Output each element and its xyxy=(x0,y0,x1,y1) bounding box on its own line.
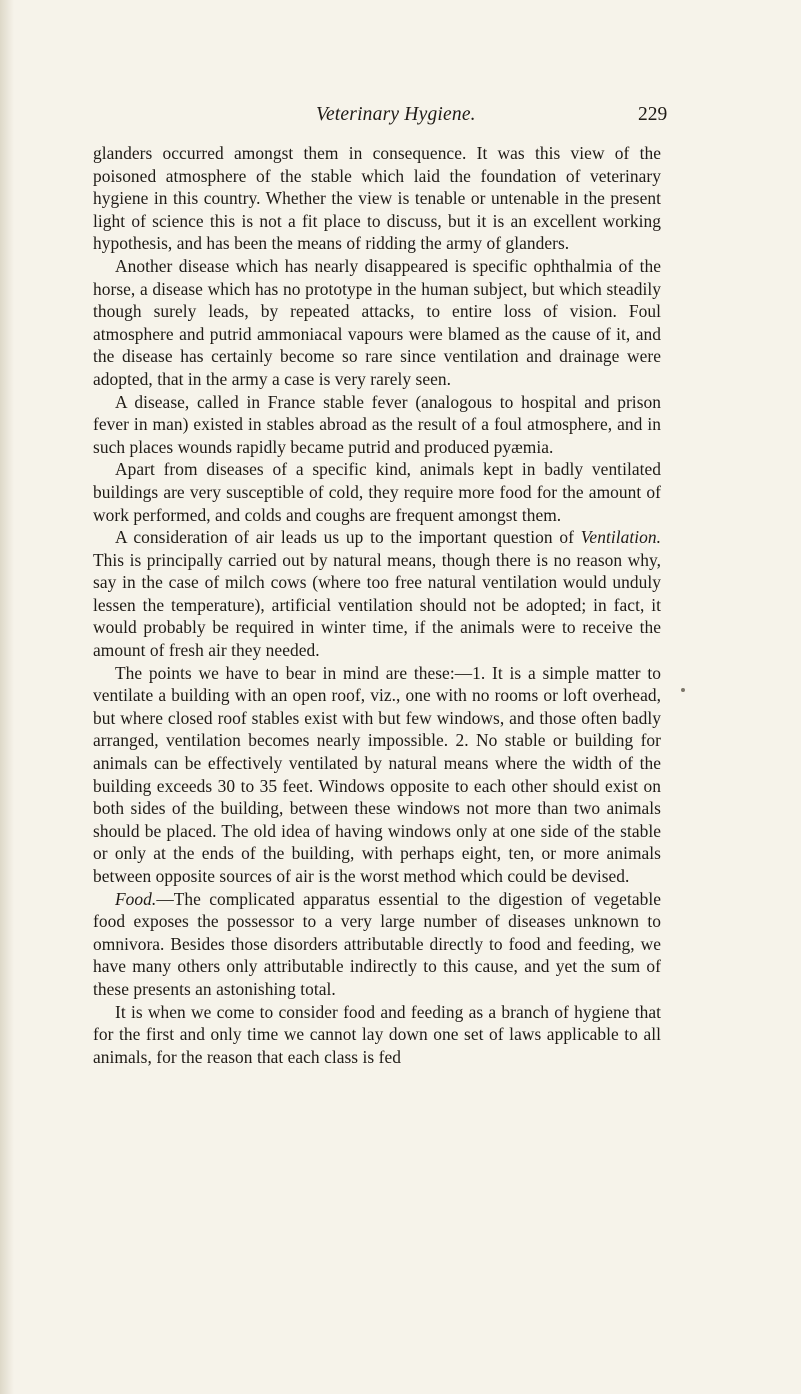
paragraph: It is when we come to consider food and feeding as a branch of hygiene that for the first and only time we cannot lay down one set of laws applicable to all animals, for the reason that each class is fed xyxy=(93,1001,661,1067)
margin-speck xyxy=(681,688,685,692)
ventilation-heading: Ventilation. xyxy=(580,527,661,548)
page-number: 229 xyxy=(638,104,668,125)
paragraph: Another disease which has nearly disappeared is specific ophthalmia of the horse, a disease which has no prototype in the human subject, but which steadily though surely leads, by repeated attacks, to entire loss of vision. Foul atmosphere and putrid ammoniacal vapours were blamed as the cause of it, and the disease has certainly become so rare since ventilation and drainage were adopted, that in the army a case is very rarely seen. xyxy=(93,255,661,389)
paragraph: glanders occurred amongst them in consequence. It was this view of the poisoned atmosphere of the stable which laid the foundation of veterinary hygiene in this country. Whether the view is tenable or untenable in the present light of science this is not a fit place to discuss, but it is an excellent working hypothesis, and has been the means of ridding the army of glanders. xyxy=(93,143,661,254)
food-heading: Food. xyxy=(115,888,157,909)
paragraph: The points we have to bear in mind are these:—1. It is a simple matter to ventilate a building with an open roof, viz., one with no rooms or loft overhead, but where closed roof stables exist with but few windows, and those often badly arranged, ventilation becomes nearly impossible. 2. No stable or building for animals can be effectively ventilated by natural means where the width of the building exceeds 30 to 35 feet. Windows opposite to each other should exist on both sides of the building, between these windows not more than two animals should be placed. The old idea of having windows only at one side of the stable or only at the ends of the building, with perhaps eight, ten, or more animals between opposite sources of air is the worst method which could be devised. xyxy=(93,662,661,886)
body-text xyxy=(93,142,661,1068)
paragraph: A disease, called in France stable fever (analogous to hospital and prison fever in man) existed in stables abroad as the result of a foul atmosphere, and in such places wounds rapidly became putrid and produced pyæmia. xyxy=(93,391,661,457)
paragraph-food: Food.—The complicated apparatus essential to the digestion of vegetable food exposes the possessor to a very large number of diseases unknown to omnivora. Besides those disorders attributable directly to food and feeding, we have many others only attributable indirectly to this cause, and yet the sum of these presents an astonishing total. xyxy=(93,888,661,999)
running-title: Veterinary Hygiene. xyxy=(316,104,476,125)
page-gutter-shadow xyxy=(0,0,14,1394)
paragraph: Apart from diseases of a specific kind, animals kept in badly ventilated buildings are very susceptible of cold, they require more food for the amount of work performed, and colds and coughs are frequent amongst them. xyxy=(93,459,661,525)
paragraph-ventilation: A consideration of air leads us up to the important question of Ventilation. This is principally carried out by natural means, though there is no reason why, say in the case of milch cows (where too free natural ventilation would unduly lessen the temperature), artificial ventilation should not be adopted; in fact, it would probably be required in winter time, if the animals were to receive the amount of fresh air they needed. xyxy=(93,527,661,661)
